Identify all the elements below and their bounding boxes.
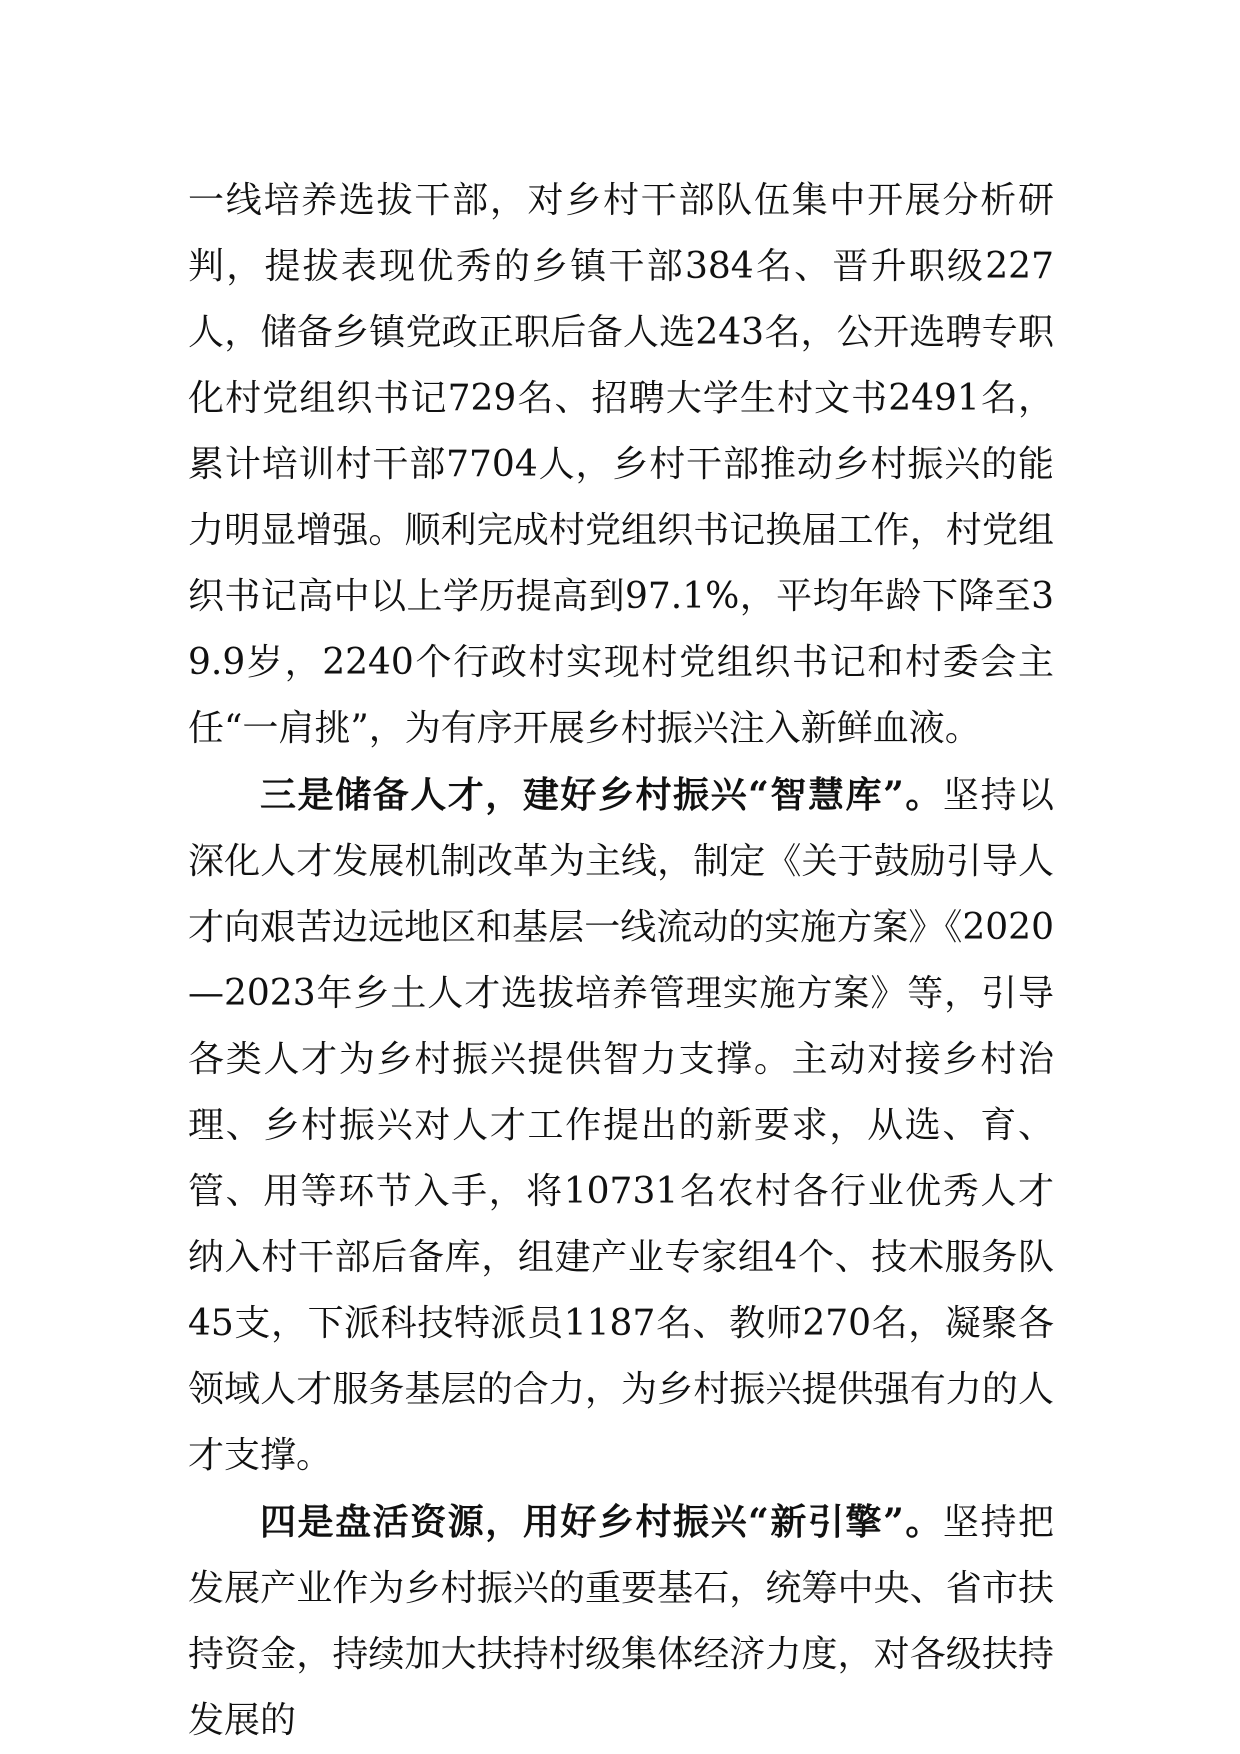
paragraph-3 <box>188 1489 1054 1754</box>
document-body <box>188 168 1054 1754</box>
paragraph-1-text: 一线培养选拔干部，对乡村干部队伍集中开展分析研判，提拔表现优秀的乡镇干部384名、晋升职级227人，储备乡镇党政正职后备人选243名，公开选聘专职化村党组织书记729名、招聘大学生村文书2491名，累计培训村干部7704人，乡村干部推动乡村振兴的能力明显增强。顺利完成村党组织书记换届工作，村党组织书记高中以上学历提高到97.1%，平均年龄下降至39.9岁，2240个行政村实现村党组织书记和村委会主任“一肩挑”，为有序开展乡村振兴注入新鲜血液。 <box>188 180 1054 749</box>
paragraph-3-heading: 四是盘活资源，用好乡村振兴“新引擎”。 <box>260 1501 943 1543</box>
paragraph-1 <box>188 168 1054 762</box>
paragraph-2 <box>188 762 1054 1489</box>
paragraph-3-text: 坚持把发展产业作为乡村振兴的重要基石，统筹中央、省市扶持资金，持续加大扶持村级集体经济力度，对各级扶持发展的 <box>188 1502 1054 1741</box>
paragraph-2-heading: 三是储备人才，建好乡村振兴“智慧库”。 <box>260 774 943 816</box>
paragraph-2-text: 坚持以深化人才发展机制改革为主线，制定《关于鼓励引导人才向艰苦边远地区和基层一线流动的实施方案》《2020—2023年乡土人才选拔培养管理实施方案》等，引导各类人才为乡村振兴提供智力支撑。主动对接乡村治理、乡村振兴对人才工作提出的新要求，从选、育、管、用等环节入手，将10731名农村各行业优秀人才纳入村干部后备库，组建产业专家组4个、技术服务队45支，下派科技特派员1187名、教师270名，凝聚各领域人才服务基层的合力，为乡村振兴提供强有力的人才支撑。 <box>188 775 1054 1476</box>
